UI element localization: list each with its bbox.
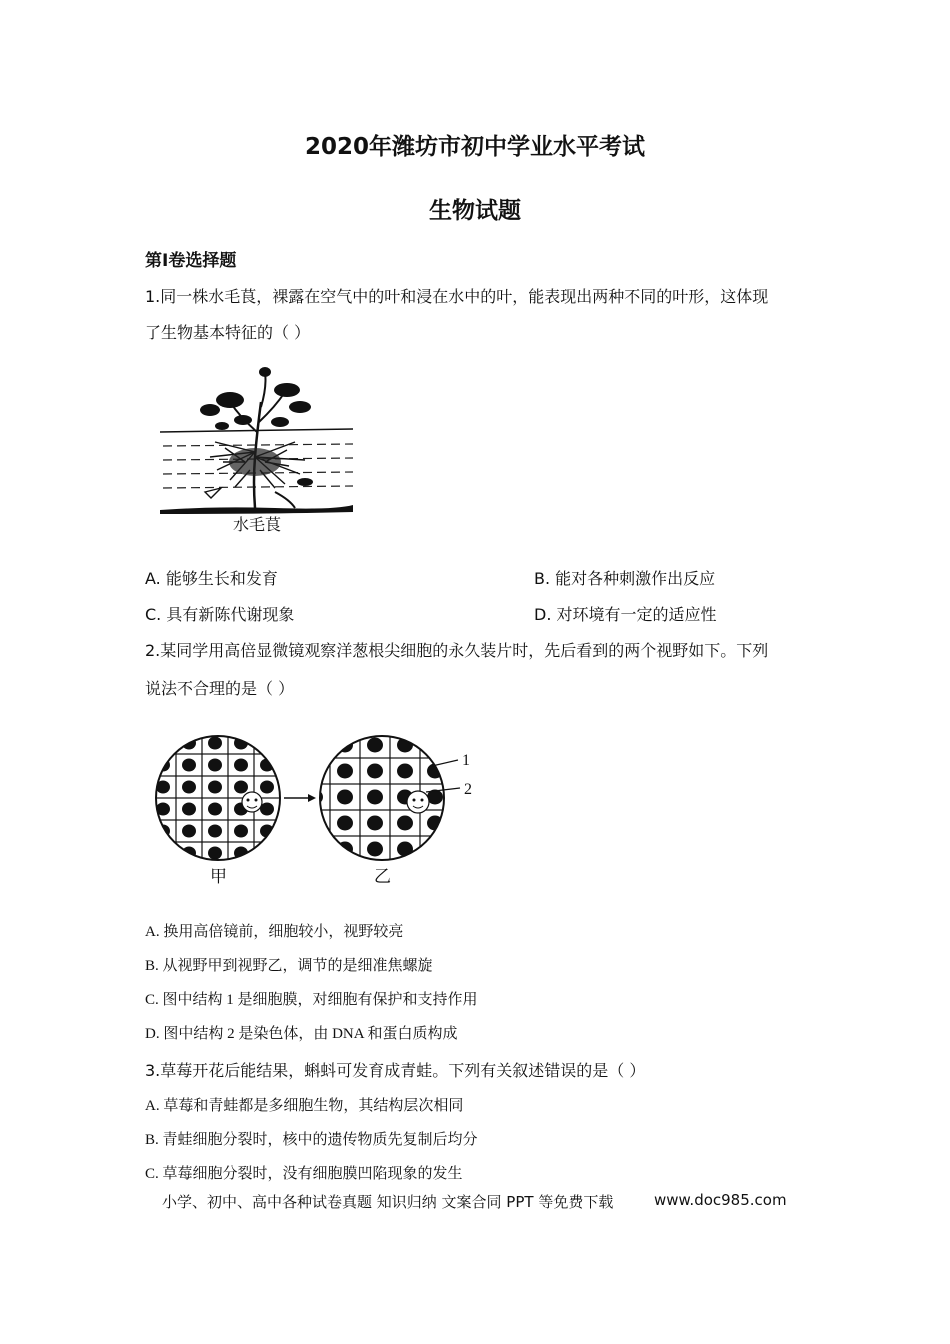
question-1-option-a: A. 能够生长和发育 xyxy=(145,569,278,588)
question-3-option-c: C. 草莓细胞分裂时，没有细胞膜凹陷现象的发生 xyxy=(145,1166,463,1182)
question-1-line-1: 1.同一株水毛茛，裸露在空气中的叶和浸在水中的叶，能表现出两种不同的叶形，这体现 xyxy=(145,287,769,306)
question-2-option-c: C. 图中结构 1 是细胞膜，对细胞有保护和支持作用 xyxy=(145,992,478,1008)
question-3-option-b: B. 青蛙细胞分裂时，核中的遗传物质先复制后均分 xyxy=(145,1132,478,1148)
question-2-line-2: 说法不合理的是（ ） xyxy=(145,679,295,698)
microscope-fields-figure xyxy=(150,732,490,892)
figure-2-mark-1: 1 xyxy=(462,752,470,769)
question-2-option-b: B. 从视野甲到视野乙，调节的是细准焦螺旋 xyxy=(145,958,433,974)
page-subtitle: 生物试题 xyxy=(429,198,521,224)
question-1-option-c: C. 具有新陈代谢现象 xyxy=(145,605,295,624)
question-1-option-d: D. 对环境有一定的适应性 xyxy=(534,605,717,624)
page-title: 2020年潍坊市初中学业水平考试 xyxy=(304,134,645,160)
footer-link[interactable]: www.doc985.com xyxy=(654,1191,787,1209)
figure-2-label-left: 甲 xyxy=(210,867,227,887)
question-1-option-b: B. 能对各种刺激作出反应 xyxy=(534,569,716,588)
figure-2-mark-2: 2 xyxy=(464,781,472,798)
question-2-option-a: A. 换用高倍镜前，细胞较小，视野较亮 xyxy=(145,924,404,940)
question-2-line-1: 2.某同学用高倍显微镜观察洋葱根尖细胞的永久装片时，先后看到的两个视野如下。下列 xyxy=(145,641,769,660)
question-3-line-1: 3.草莓开花后能结果，蝌蚪可发育成青蛙。下列有关叙述错误的是（ ） xyxy=(145,1061,646,1080)
figure-2-label-right: 乙 xyxy=(374,867,391,887)
footer-text: 小学、初中、高中各种试卷真题 知识归纳 文案合同 PPT 等免费下载 xyxy=(162,1193,614,1211)
question-2-option-d: D. 图中结构 2 是染色体，由 DNA 和蛋白质构成 xyxy=(145,1026,458,1042)
question-3-option-a: A. 草莓和青蛙都是多细胞生物，其结构层次相同 xyxy=(145,1098,464,1114)
figure-1-caption: 水毛茛 xyxy=(233,515,282,534)
section-heading: 第Ⅰ卷选择题 xyxy=(145,251,237,271)
question-1-line-2: 了生物基本特征的（ ） xyxy=(145,323,311,342)
